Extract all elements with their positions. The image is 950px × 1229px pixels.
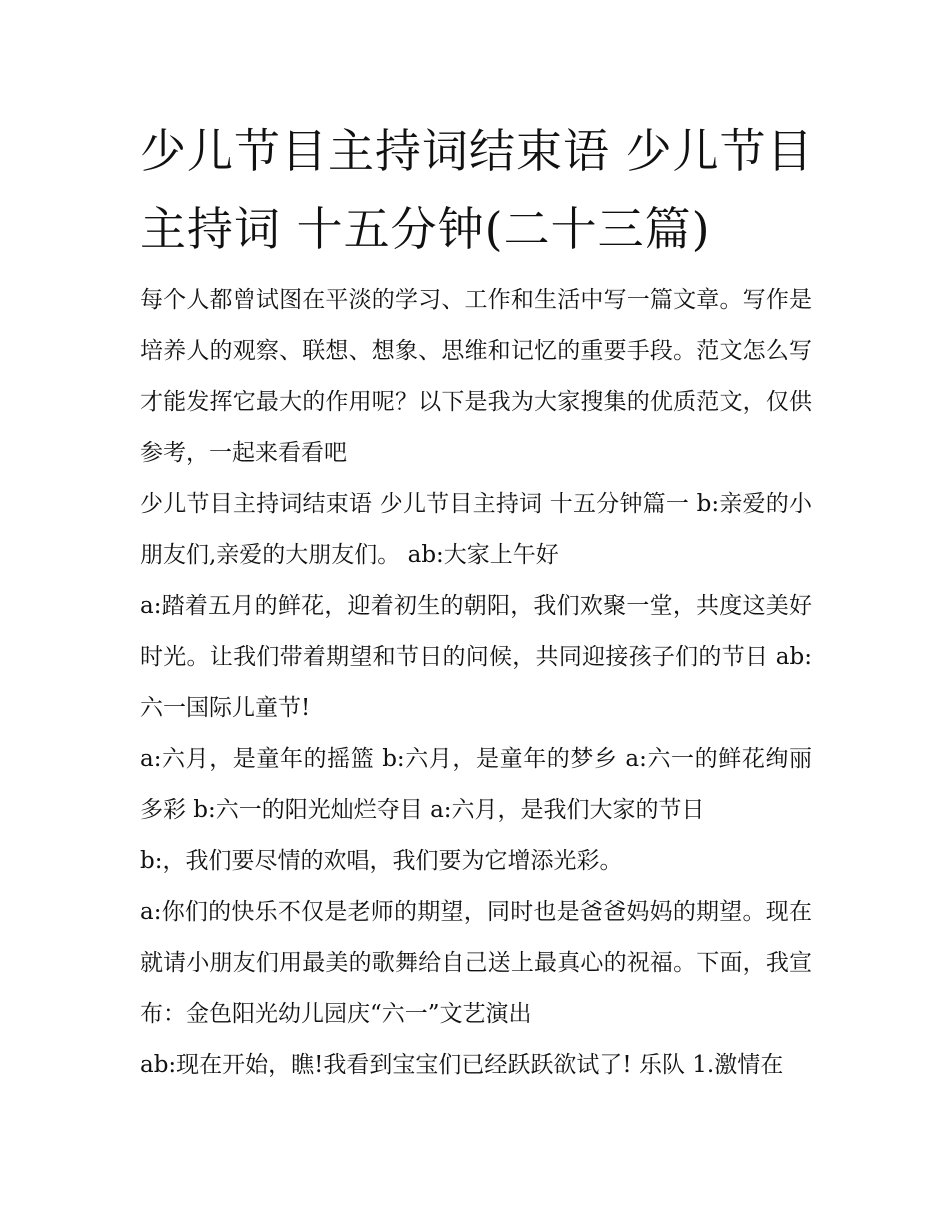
document-title: 少儿节目主持词结束语 少儿节目主持词 十五分钟(二十三篇) <box>140 124 814 256</box>
body-paragraph: a:六月，是童年的摇篮 b:六月，是童年的梦乡 a:六一的鲜花绚丽多彩 b:六一的阳光灿烂夺目 a:六月，是我们大家的节日 <box>140 746 812 823</box>
body-paragraph: ab:现在开始，瞧!我看到宝宝们已经跃跃欲试了! 乐队 1.激情在 <box>140 1052 784 1078</box>
body-paragraph: 少儿节目主持词结束语 少儿节目主持词 十五分钟篇一 b:亲爱的小朋友们,亲爱的大朋友们。 ab:大家上午好 <box>140 491 812 568</box>
document-body <box>140 275 812 1091</box>
body-paragraph: b:，我们要尽情的欢唱，我们要为它增添光彩。 <box>140 848 623 874</box>
intro-paragraph: 每个人都曾试图在平淡的学习、工作和生活中写一篇文章。写作是培养人的观察、联想、想象、思维和记忆的重要手段。范文怎么写才能发挥它最大的作用呢？以下是我为大家搜集的优质范文，仅供参考，一起来看看吧 <box>140 287 812 466</box>
body-paragraph: a:踏着五月的鲜花，迎着初生的朝阳，我们欢聚一堂，共度这美好时光。让我们带着期望和节日的问候，共同迎接孩子们的节日 ab:六一国际儿童节! <box>140 593 812 721</box>
body-paragraph: a:你们的快乐不仅是老师的期望，同时也是爸爸妈妈的期望。现在就请小朋友们用最美的歌舞给自己送上最真心的祝福。下面，我宣布：金色阳光幼儿园庆“六一”文艺演出 <box>140 899 812 1027</box>
